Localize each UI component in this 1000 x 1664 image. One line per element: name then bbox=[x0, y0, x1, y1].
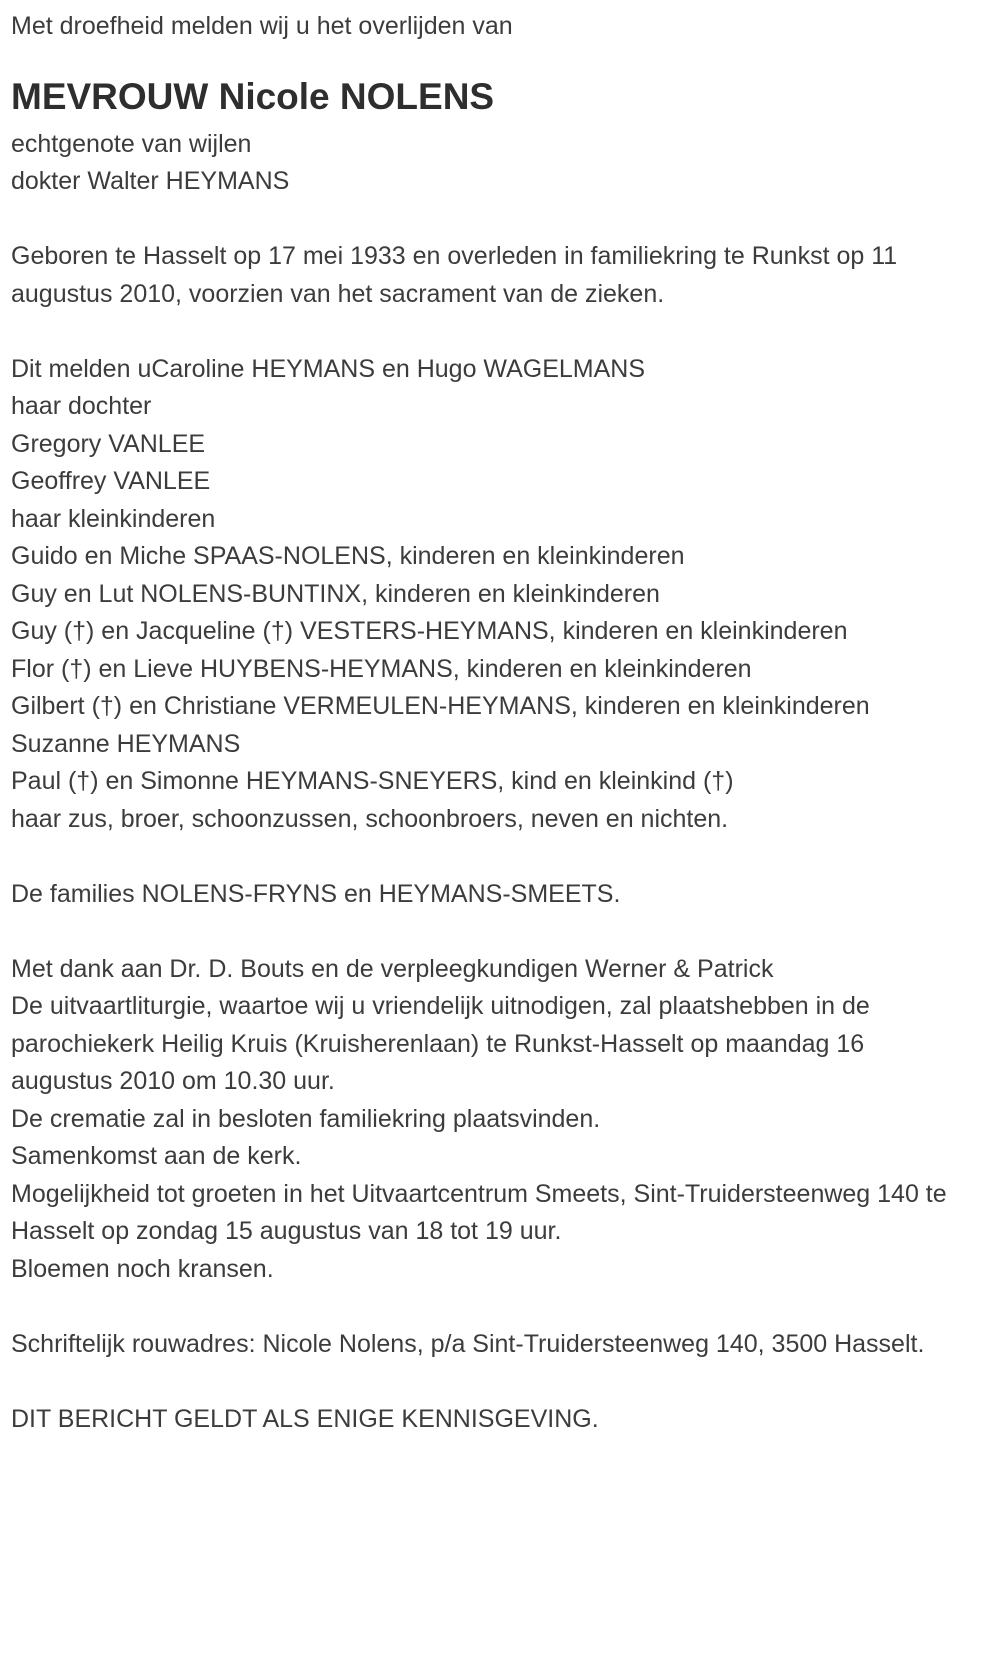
family-line: Gregory VANLEE bbox=[11, 429, 206, 458]
family-line: Flor (†) en Lieve HUYBENS-HEYMANS, kinderen en kleinkinderen bbox=[11, 654, 752, 683]
service-line: Mogelijkheid tot groeten in het Uitvaartcentrum Smeets, Sint-Truidersteenweg 140 te Hasselt op zondag 15 augustus van 18 tot 19 uur. bbox=[11, 1179, 947, 1245]
service-line: Samenkomst aan de kerk. bbox=[11, 1142, 302, 1170]
intro-line: Met droefheid melden wij u het overlijden van bbox=[11, 12, 513, 40]
life-dates-paragraph: Geboren te Hasselt op 17 mei 1933 en overleden in familiekring te Runkst op 11 augustus 2010, voorzien van het sacrament van de zieken. bbox=[11, 242, 898, 308]
family-line: haar kleinkinderen bbox=[11, 504, 216, 533]
thanks-line: Met dank aan Dr. D. Bouts en de verpleegkundigen Werner & Patrick bbox=[11, 954, 774, 983]
families-line: De families NOLENS-FRYNS en HEYMANS-SMEETS. bbox=[11, 879, 621, 908]
service-line: Bloemen noch kransen. bbox=[11, 1254, 274, 1283]
service-line: De crematie zal in besloten familiekring plaatsvinden. bbox=[11, 1104, 601, 1133]
service-line: De uitvaartliturgie, waartoe wij u vriendelijk uitnodigen, zal plaatshebben in de parochiekerk Heilig Kruis (Kruisherenlaan) te Runkst-Hasselt op maandag 16 augustus 2010 om 10.30 uur. bbox=[11, 992, 870, 1095]
family-line: Guido en Miche SPAAS-NOLENS, kinderen en kleinkinderen bbox=[11, 542, 685, 570]
deceased-name: MEVROUW Nicole NOLENS bbox=[11, 75, 495, 117]
relation-line: echtgenote van wijlen bbox=[11, 129, 252, 158]
family-line: Guy en Lut NOLENS-BUNTINX, kinderen en kleinkinderen bbox=[11, 579, 660, 608]
family-line: Suzanne HEYMANS bbox=[11, 729, 241, 758]
relation-block bbox=[11, 126, 966, 201]
family-line: Geoffrey VANLEE bbox=[11, 467, 211, 495]
family-line: Guy (†) en Jacqueline (†) VESTERS-HEYMANS, kinderen en kleinkinderen bbox=[11, 617, 848, 645]
correspondence-address: Schriftelijk rouwadres: Nicole Nolens, p/a Sint-Truidersteenweg 140, 3500 Hasselt. bbox=[11, 1329, 925, 1358]
family-line: haar zus, broer, schoonzussen, schoonbroers, neven en nichten. bbox=[11, 804, 729, 833]
relation-line: dokter Walter HEYMANS bbox=[11, 167, 290, 195]
announced-by-lead: Dit melden uCaroline HEYMANS en Hugo WAGELMANS bbox=[11, 354, 646, 383]
announcement-text-column bbox=[11, 8, 966, 1438]
announced-by-block bbox=[11, 351, 966, 839]
final-notice: DIT BERICHT GELDT ALS ENIGE KENNISGEVING. bbox=[11, 1404, 599, 1433]
family-line: Gilbert (†) en Christiane VERMEULEN-HEYMANS, kinderen en kleinkinderen bbox=[11, 692, 870, 720]
service-block bbox=[11, 951, 966, 1289]
family-line: Paul (†) en Simonne HEYMANS-SNEYERS, kind en kleinkind (†) bbox=[11, 767, 734, 795]
family-line: haar dochter bbox=[11, 392, 152, 420]
